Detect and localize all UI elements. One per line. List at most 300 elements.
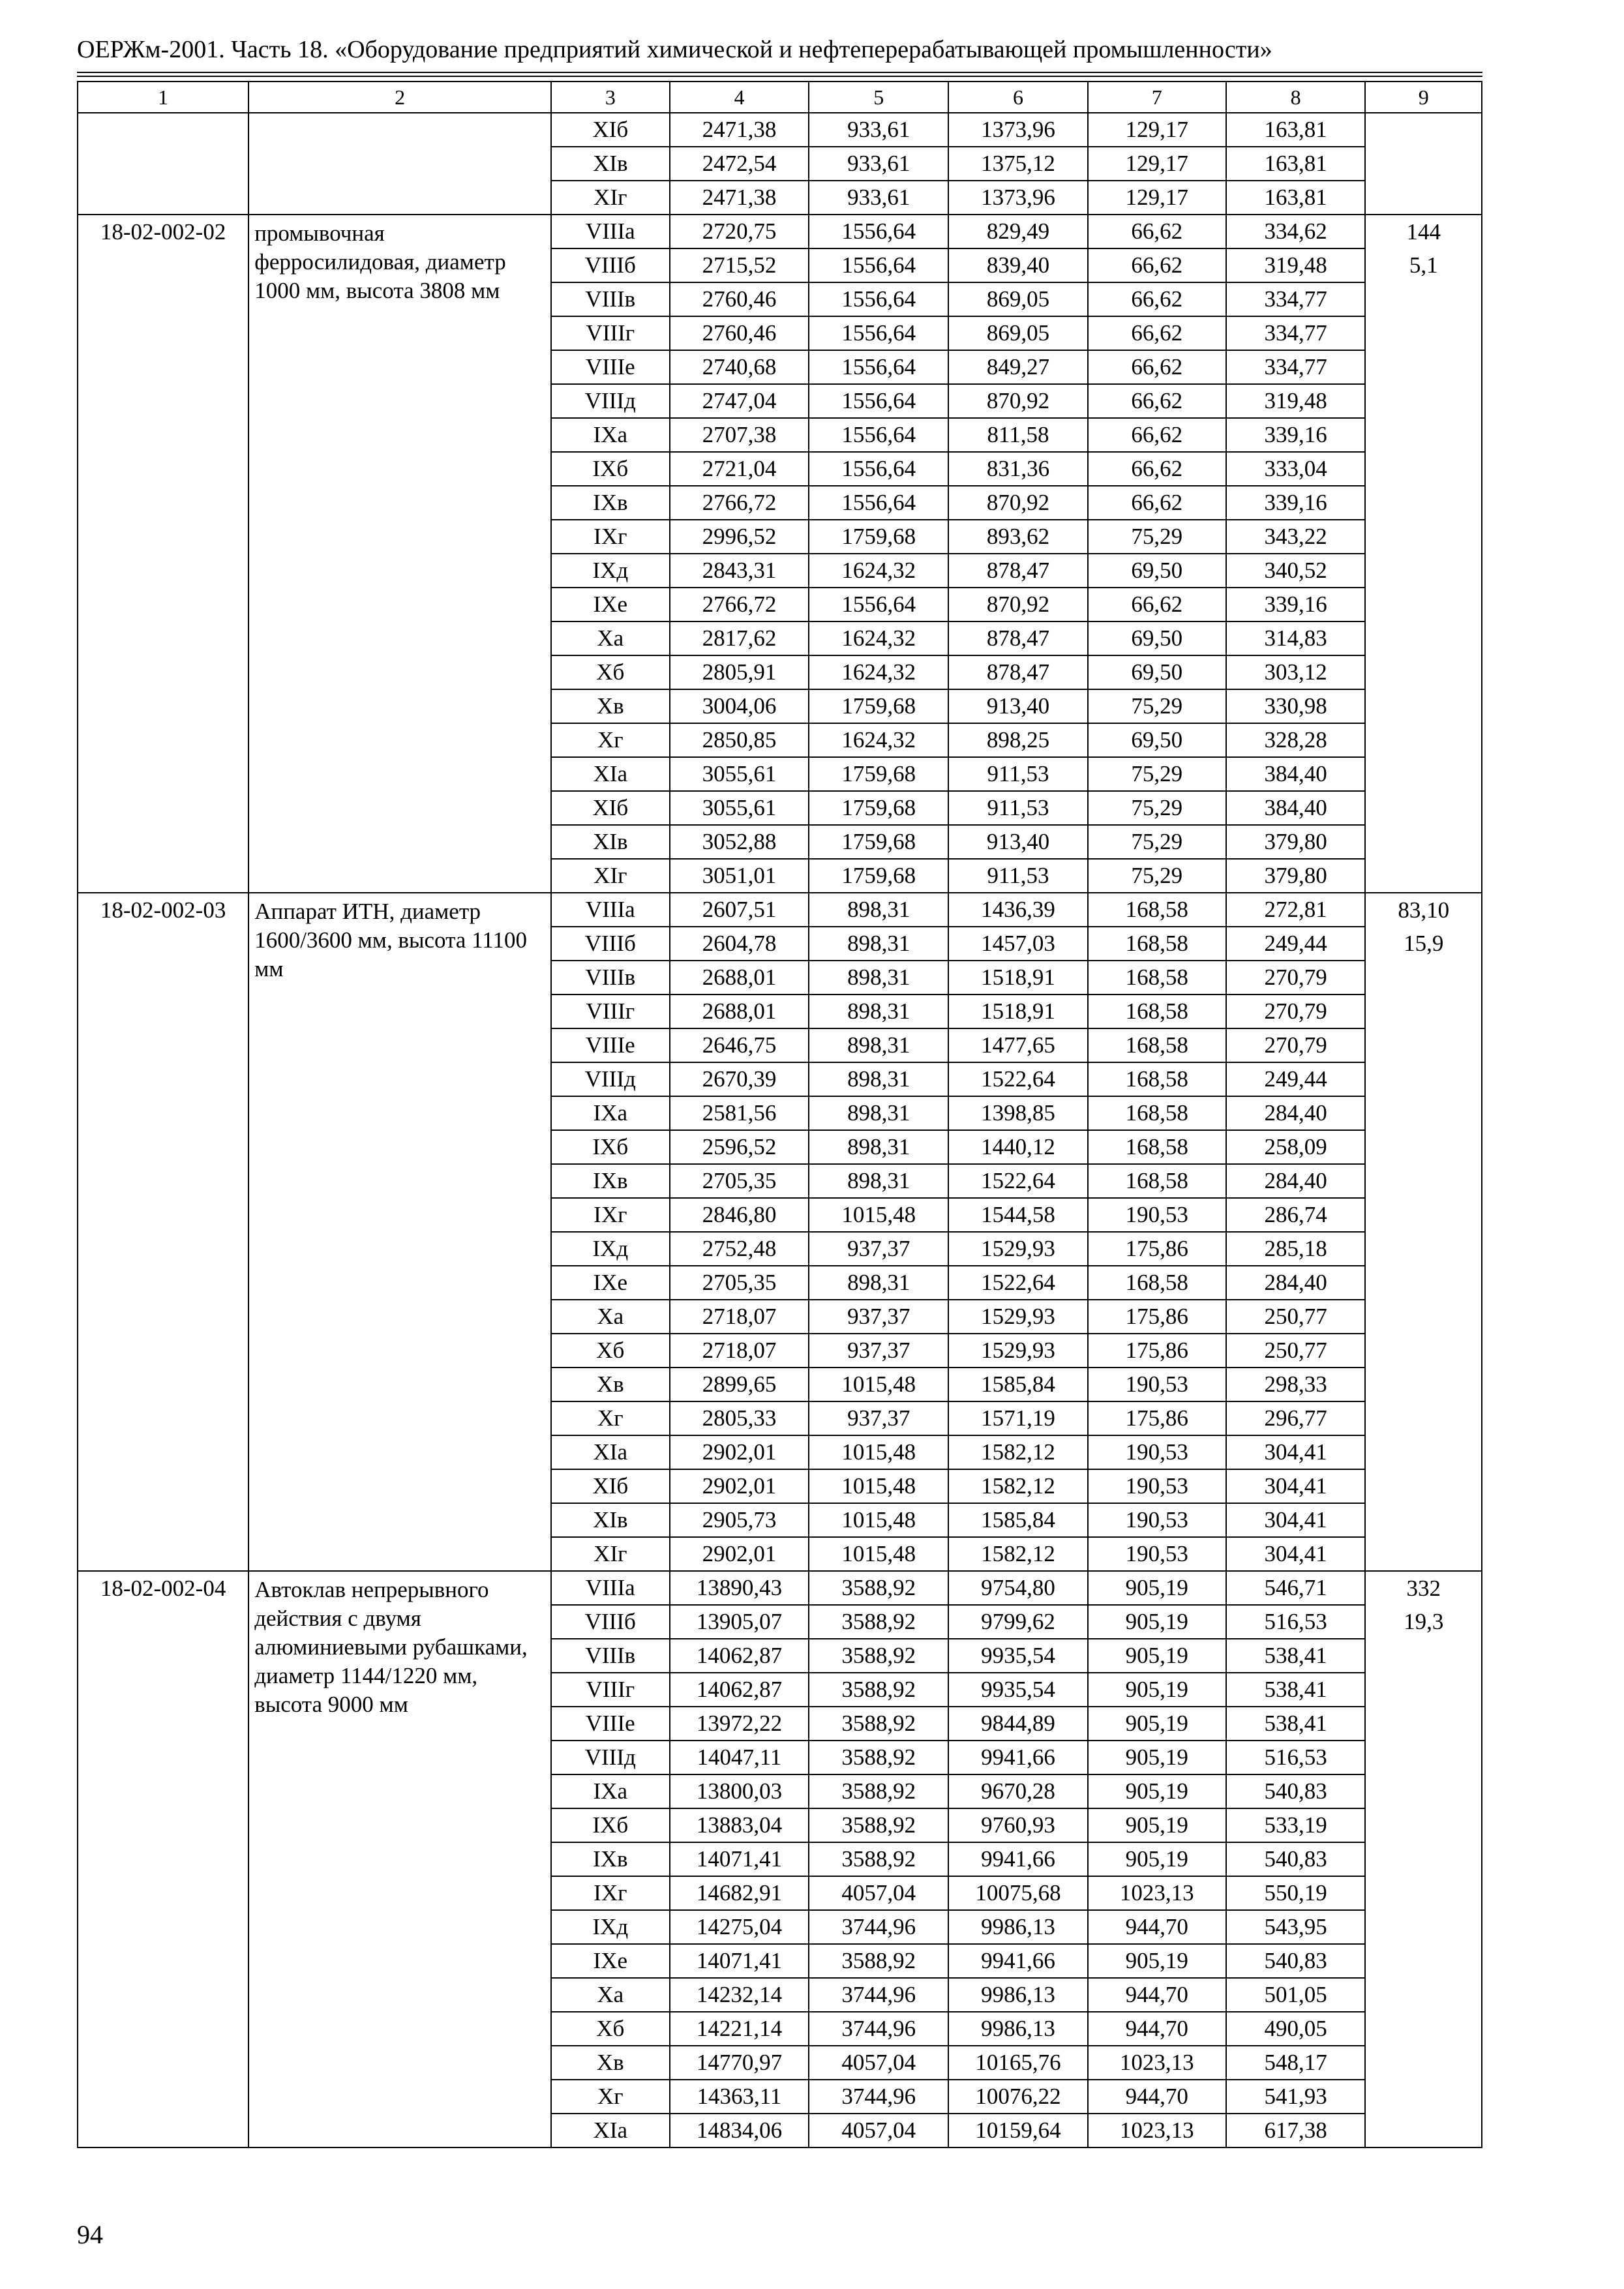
total-cost-cell: 13972,22 (670, 1707, 809, 1741)
materials-cell: 501,05 (1226, 1978, 1366, 2012)
materials-cell: 548,17 (1226, 2046, 1366, 2080)
region-cell: Xв (551, 2046, 670, 2080)
machines-cell: 1582,12 (948, 1435, 1088, 1469)
materials-cell: 258,09 (1226, 1130, 1366, 1164)
column-number: 3 (551, 82, 670, 113)
col9-cell (1365, 147, 1482, 181)
machinist-wages-cell: 190,53 (1088, 1503, 1226, 1537)
machines-cell: 869,05 (948, 282, 1088, 316)
total-cost-cell: 14071,41 (670, 1944, 809, 1978)
wages-cell: 3588,92 (809, 1774, 948, 1808)
machines-cell: 1585,84 (948, 1368, 1088, 1401)
total-cost-cell: 2843,31 (670, 554, 809, 588)
machines-cell: 1585,84 (948, 1503, 1088, 1537)
machines-cell: 9941,66 (948, 1842, 1088, 1876)
col9-cell: 19,3 (1365, 1605, 1482, 1639)
machines-cell: 9670,28 (948, 1774, 1088, 1808)
machinist-wages-cell: 944,70 (1088, 2080, 1226, 2114)
equipment-name-cell (248, 113, 551, 215)
column-number: 2 (248, 82, 551, 113)
page-header: ОЕРЖм-2001. Часть 18. «Оборудование предприятий химической и нефтеперерабатывающей промышленности» (77, 36, 1272, 63)
materials-cell: 328,28 (1226, 723, 1366, 757)
machinist-wages-cell: 190,53 (1088, 1435, 1226, 1469)
total-cost-cell: 2902,01 (670, 1537, 809, 1571)
wages-cell: 1624,32 (809, 554, 948, 588)
materials-cell: 546,71 (1226, 1571, 1366, 1605)
wages-cell: 1556,64 (809, 384, 948, 418)
total-cost-cell: 2607,51 (670, 893, 809, 927)
col9-cell (1365, 1808, 1482, 1842)
materials-cell: 330,98 (1226, 689, 1366, 723)
region-cell: IXв (551, 1842, 670, 1876)
machinist-wages-cell: 168,58 (1088, 1062, 1226, 1096)
col9-cell (1365, 520, 1482, 554)
region-cell: VIIIг (551, 316, 670, 350)
materials-cell: 319,48 (1226, 384, 1366, 418)
machinist-wages-cell: 905,19 (1088, 1774, 1226, 1808)
equipment-name-cell: Автоклав непрерывного действия с двумя алюминиевыми рубашками, диаметр 1144/1220 мм, высота 9000 мм (248, 1571, 551, 2147)
wages-cell: 4057,04 (809, 2114, 948, 2147)
region-cell: IXд (551, 1232, 670, 1266)
region-cell: VIIIв (551, 1639, 670, 1673)
machinist-wages-cell: 66,62 (1088, 452, 1226, 486)
materials-cell: 384,40 (1226, 791, 1366, 825)
materials-cell: 334,77 (1226, 350, 1366, 384)
machinist-wages-cell: 944,70 (1088, 1978, 1226, 2012)
machines-cell: 9986,13 (948, 2012, 1088, 2046)
materials-cell: 319,48 (1226, 248, 1366, 282)
machinist-wages-cell: 175,86 (1088, 1334, 1226, 1368)
wages-cell: 1759,68 (809, 825, 948, 859)
machines-cell: 870,92 (948, 588, 1088, 621)
wages-cell: 898,31 (809, 1266, 948, 1300)
rates-table (77, 81, 1482, 2148)
total-cost-cell: 2850,85 (670, 723, 809, 757)
total-cost-cell: 3055,61 (670, 757, 809, 791)
total-cost-cell: 2899,65 (670, 1368, 809, 1401)
wages-cell: 3744,96 (809, 2012, 948, 2046)
materials-cell: 304,41 (1226, 1537, 1366, 1571)
machines-cell: 9941,66 (948, 1944, 1088, 1978)
region-cell: Xб (551, 1334, 670, 1368)
total-cost-cell: 14363,11 (670, 2080, 809, 2114)
materials-cell: 284,40 (1226, 1266, 1366, 1300)
region-cell: IXд (551, 554, 670, 588)
machines-cell: 811,58 (948, 418, 1088, 452)
wages-cell: 1015,48 (809, 1368, 948, 1401)
materials-cell: 285,18 (1226, 1232, 1366, 1266)
total-cost-cell: 2718,07 (670, 1300, 809, 1334)
machinist-wages-cell: 905,19 (1088, 1808, 1226, 1842)
machinist-wages-cell: 66,62 (1088, 248, 1226, 282)
machines-cell: 913,40 (948, 825, 1088, 859)
wages-cell: 3744,96 (809, 2080, 948, 2114)
machinist-wages-cell: 75,29 (1088, 791, 1226, 825)
machinist-wages-cell: 75,29 (1088, 825, 1226, 859)
region-cell: VIIIе (551, 1028, 670, 1062)
wages-cell: 898,31 (809, 927, 948, 961)
col9-cell (1365, 1368, 1482, 1401)
region-cell: IXе (551, 588, 670, 621)
machines-cell: 10076,22 (948, 2080, 1088, 2114)
machines-cell: 1398,85 (948, 1096, 1088, 1130)
materials-cell: 334,77 (1226, 282, 1366, 316)
materials-cell: 516,53 (1226, 1741, 1366, 1774)
col9-cell (1365, 2012, 1482, 2046)
wages-cell: 1556,64 (809, 452, 948, 486)
machinist-wages-cell: 66,62 (1088, 418, 1226, 452)
machines-cell: 1375,12 (948, 147, 1088, 181)
col9-cell (1365, 2114, 1482, 2147)
col9-cell (1365, 825, 1482, 859)
region-cell: VIIIв (551, 961, 670, 995)
total-cost-cell: 14770,97 (670, 2046, 809, 2080)
machinist-wages-cell: 168,58 (1088, 927, 1226, 961)
machinist-wages-cell: 905,19 (1088, 1741, 1226, 1774)
machines-cell: 10159,64 (948, 2114, 1088, 2147)
wages-cell: 898,31 (809, 1096, 948, 1130)
region-cell: VIIIа (551, 1571, 670, 1605)
machinist-wages-cell: 905,19 (1088, 1944, 1226, 1978)
wages-cell: 3744,96 (809, 1978, 948, 2012)
machines-cell: 10075,68 (948, 1876, 1088, 1910)
wages-cell: 937,37 (809, 1334, 948, 1368)
col9-cell (1365, 2046, 1482, 2080)
col9-cell (1365, 418, 1482, 452)
machinist-wages-cell: 175,86 (1088, 1232, 1226, 1266)
page-number: 94 (77, 2220, 103, 2249)
machines-cell: 1571,19 (948, 1401, 1088, 1435)
region-cell: VIIIг (551, 1673, 670, 1707)
col9-cell (1365, 723, 1482, 757)
total-cost-cell: 2705,35 (670, 1164, 809, 1198)
total-cost-cell: 2846,80 (670, 1198, 809, 1232)
region-cell: IXа (551, 1096, 670, 1130)
total-cost-cell: 13800,03 (670, 1774, 809, 1808)
region-cell: XIв (551, 1503, 670, 1537)
wages-cell: 1556,64 (809, 350, 948, 384)
wages-cell: 1015,48 (809, 1469, 948, 1503)
total-cost-cell: 2747,04 (670, 384, 809, 418)
wages-cell: 1015,48 (809, 1435, 948, 1469)
machines-cell: 1529,93 (948, 1334, 1088, 1368)
machines-cell: 1544,58 (948, 1198, 1088, 1232)
machinist-wages-cell: 168,58 (1088, 1028, 1226, 1062)
column-number: 1 (78, 82, 248, 113)
machines-cell: 893,62 (948, 520, 1088, 554)
materials-cell: 379,80 (1226, 859, 1366, 893)
region-cell: IXв (551, 486, 670, 520)
materials-cell: 543,95 (1226, 1910, 1366, 1944)
materials-cell: 304,41 (1226, 1503, 1366, 1537)
materials-cell: 296,77 (1226, 1401, 1366, 1435)
wages-cell: 3588,92 (809, 1808, 948, 1842)
machines-cell: 9986,13 (948, 1978, 1088, 2012)
machines-cell: 898,25 (948, 723, 1088, 757)
materials-cell: 384,40 (1226, 757, 1366, 791)
total-cost-cell: 14062,87 (670, 1639, 809, 1673)
materials-cell: 617,38 (1226, 2114, 1366, 2147)
wages-cell: 1556,64 (809, 316, 948, 350)
total-cost-cell: 2646,75 (670, 1028, 809, 1062)
col9-cell (1365, 757, 1482, 791)
machines-cell: 1477,65 (948, 1028, 1088, 1062)
machinist-wages-cell: 75,29 (1088, 757, 1226, 791)
machinist-wages-cell: 168,58 (1088, 893, 1226, 927)
materials-cell: 490,05 (1226, 2012, 1366, 2046)
col9-cell (1365, 316, 1482, 350)
wages-cell: 3744,96 (809, 1910, 948, 1944)
total-cost-cell: 2670,39 (670, 1062, 809, 1096)
wages-cell: 1556,64 (809, 588, 948, 621)
wages-cell: 937,37 (809, 1300, 948, 1334)
machines-cell: 10165,76 (948, 2046, 1088, 2080)
total-cost-cell: 2766,72 (670, 588, 809, 621)
col9-cell (1365, 1266, 1482, 1300)
col9-cell (1365, 1707, 1482, 1741)
machines-cell: 1522,64 (948, 1062, 1088, 1096)
total-cost-cell: 2902,01 (670, 1469, 809, 1503)
machinist-wages-cell: 69,50 (1088, 655, 1226, 689)
region-cell: Xб (551, 655, 670, 689)
total-cost-cell: 13905,07 (670, 1605, 809, 1639)
col9-cell (1365, 1978, 1482, 2012)
wages-cell: 3588,92 (809, 1944, 948, 1978)
region-cell: XIг (551, 859, 670, 893)
machines-cell: 1436,39 (948, 893, 1088, 927)
machinist-wages-cell: 905,19 (1088, 1707, 1226, 1741)
machines-cell: 9760,93 (948, 1808, 1088, 1842)
region-cell: IXг (551, 520, 670, 554)
col9-cell (1365, 350, 1482, 384)
column-number: 4 (670, 82, 809, 113)
wages-cell: 933,61 (809, 147, 948, 181)
materials-cell: 538,41 (1226, 1707, 1366, 1741)
col9-cell (1365, 181, 1482, 215)
machinist-wages-cell: 175,86 (1088, 1401, 1226, 1435)
total-cost-cell: 2902,01 (670, 1435, 809, 1469)
table-row (78, 1571, 1482, 1605)
col9-cell: 5,1 (1365, 248, 1482, 282)
machinist-wages-cell: 168,58 (1088, 1096, 1226, 1130)
col9-cell: 15,9 (1365, 927, 1482, 961)
machines-cell: 1529,93 (948, 1300, 1088, 1334)
machinist-wages-cell: 190,53 (1088, 1537, 1226, 1571)
total-cost-cell: 2715,52 (670, 248, 809, 282)
wages-cell: 1759,68 (809, 791, 948, 825)
machinist-wages-cell: 66,62 (1088, 588, 1226, 621)
machinist-wages-cell: 129,17 (1088, 113, 1226, 147)
machinist-wages-cell: 168,58 (1088, 995, 1226, 1028)
machines-cell: 911,53 (948, 757, 1088, 791)
col9-cell: 83,10 (1365, 893, 1482, 927)
col9-cell (1365, 1673, 1482, 1707)
col9-cell: 332 (1365, 1571, 1482, 1605)
col9-cell (1365, 1401, 1482, 1435)
machines-cell: 9844,89 (948, 1707, 1088, 1741)
total-cost-cell: 13883,04 (670, 1808, 809, 1842)
region-cell: VIIIе (551, 350, 670, 384)
machines-cell: 849,27 (948, 350, 1088, 384)
total-cost-cell: 2721,04 (670, 452, 809, 486)
total-cost-cell: 2718,07 (670, 1334, 809, 1368)
wages-cell: 937,37 (809, 1232, 948, 1266)
materials-cell: 538,41 (1226, 1639, 1366, 1673)
col9-cell (1365, 486, 1482, 520)
col9-cell (1365, 1062, 1482, 1096)
wages-cell: 3588,92 (809, 1741, 948, 1774)
region-cell: Xв (551, 1368, 670, 1401)
wages-cell: 1015,48 (809, 1503, 948, 1537)
total-cost-cell: 2471,38 (670, 181, 809, 215)
total-cost-cell: 3052,88 (670, 825, 809, 859)
machinist-wages-cell: 944,70 (1088, 2012, 1226, 2046)
materials-cell: 533,19 (1226, 1808, 1366, 1842)
materials-cell: 250,77 (1226, 1334, 1366, 1368)
region-cell: IXе (551, 1944, 670, 1978)
table-row (78, 893, 1482, 927)
col9-cell (1365, 1639, 1482, 1673)
wages-cell: 1015,48 (809, 1198, 948, 1232)
wages-cell: 1556,64 (809, 215, 948, 248)
total-cost-cell: 2688,01 (670, 961, 809, 995)
table-row (78, 113, 1482, 147)
materials-cell: 314,83 (1226, 621, 1366, 655)
machines-cell: 1373,96 (948, 181, 1088, 215)
total-cost-cell: 2766,72 (670, 486, 809, 520)
materials-cell: 550,19 (1226, 1876, 1366, 1910)
total-cost-cell: 3051,01 (670, 859, 809, 893)
wages-cell: 1624,32 (809, 621, 948, 655)
col9-cell (1365, 1876, 1482, 1910)
materials-cell: 339,16 (1226, 588, 1366, 621)
col9-cell (1365, 1503, 1482, 1537)
machines-cell: 9986,13 (948, 1910, 1088, 1944)
wages-cell: 1624,32 (809, 655, 948, 689)
wages-cell: 1759,68 (809, 859, 948, 893)
wages-cell: 898,31 (809, 1130, 948, 1164)
rate-code-cell (78, 113, 248, 215)
machinist-wages-cell: 1023,13 (1088, 2114, 1226, 2147)
machinist-wages-cell: 190,53 (1088, 1469, 1226, 1503)
total-cost-cell: 2471,38 (670, 113, 809, 147)
col9-cell (1365, 1537, 1482, 1571)
total-cost-cell: 3055,61 (670, 791, 809, 825)
total-cost-cell: 2905,73 (670, 1503, 809, 1537)
rate-code-cell: 18-02-002-04 (78, 1571, 248, 2147)
materials-cell: 270,79 (1226, 1028, 1366, 1062)
region-cell: Xв (551, 689, 670, 723)
total-cost-cell: 14047,11 (670, 1741, 809, 1774)
col9-cell (1365, 791, 1482, 825)
region-cell: XIг (551, 1537, 670, 1571)
region-cell: XIб (551, 791, 670, 825)
region-cell: IXг (551, 1198, 670, 1232)
total-cost-cell: 2760,46 (670, 316, 809, 350)
wages-cell: 4057,04 (809, 2046, 948, 2080)
machines-cell: 9754,80 (948, 1571, 1088, 1605)
machinist-wages-cell: 190,53 (1088, 1198, 1226, 1232)
materials-cell: 249,44 (1226, 927, 1366, 961)
region-cell: XIа (551, 757, 670, 791)
machinist-wages-cell: 69,50 (1088, 554, 1226, 588)
region-cell: IXд (551, 1910, 670, 1944)
region-cell: VIIIа (551, 215, 670, 248)
materials-cell: 379,80 (1226, 825, 1366, 859)
col9-cell (1365, 655, 1482, 689)
rate-code-cell: 18-02-002-03 (78, 893, 248, 1571)
materials-cell: 270,79 (1226, 961, 1366, 995)
machines-cell: 1522,64 (948, 1266, 1088, 1300)
materials-cell: 298,33 (1226, 1368, 1366, 1401)
region-cell: Xг (551, 723, 670, 757)
total-cost-cell: 14221,14 (670, 2012, 809, 2046)
col9-cell (1365, 1910, 1482, 1944)
machinist-wages-cell: 75,29 (1088, 520, 1226, 554)
column-number: 5 (809, 82, 948, 113)
total-cost-cell: 2720,75 (670, 215, 809, 248)
region-cell: XIг (551, 181, 670, 215)
machinist-wages-cell: 1023,13 (1088, 1876, 1226, 1910)
materials-cell: 303,12 (1226, 655, 1366, 689)
machines-cell: 911,53 (948, 791, 1088, 825)
total-cost-cell: 2581,56 (670, 1096, 809, 1130)
wages-cell: 898,31 (809, 961, 948, 995)
wages-cell: 1556,64 (809, 418, 948, 452)
region-cell: VIIIв (551, 282, 670, 316)
machines-cell: 1582,12 (948, 1537, 1088, 1571)
col9-cell (1365, 1028, 1482, 1062)
total-cost-cell: 14275,04 (670, 1910, 809, 1944)
col9-cell (1365, 995, 1482, 1028)
region-cell: XIа (551, 2114, 670, 2147)
wages-cell: 3588,92 (809, 1605, 948, 1639)
materials-cell: 304,41 (1226, 1435, 1366, 1469)
machinist-wages-cell: 66,62 (1088, 350, 1226, 384)
col9-cell (1365, 1774, 1482, 1808)
region-cell: VIIIе (551, 1707, 670, 1741)
wages-cell: 898,31 (809, 1062, 948, 1096)
machines-cell: 1529,93 (948, 1232, 1088, 1266)
machinist-wages-cell: 66,62 (1088, 282, 1226, 316)
materials-cell: 286,74 (1226, 1198, 1366, 1232)
materials-cell: 163,81 (1226, 181, 1366, 215)
equipment-name-cell: промывочная ферросилидовая, диаметр 1000 мм, высота 3808 мм (248, 215, 551, 893)
machines-cell: 1518,91 (948, 995, 1088, 1028)
materials-cell: 249,44 (1226, 1062, 1366, 1096)
wages-cell: 4057,04 (809, 1876, 948, 1910)
total-cost-cell: 3004,06 (670, 689, 809, 723)
materials-cell: 516,53 (1226, 1605, 1366, 1639)
region-cell: IXб (551, 1808, 670, 1842)
col9-cell (1365, 1096, 1482, 1130)
col9-cell (1365, 1741, 1482, 1774)
region-cell: VIIIб (551, 1605, 670, 1639)
total-cost-cell: 2760,46 (670, 282, 809, 316)
rate-code-cell: 18-02-002-02 (78, 215, 248, 893)
region-cell: IXб (551, 1130, 670, 1164)
region-cell: XIа (551, 1435, 670, 1469)
materials-cell: 541,93 (1226, 2080, 1366, 2114)
wages-cell: 1624,32 (809, 723, 948, 757)
machines-cell: 1518,91 (948, 961, 1088, 995)
region-cell: VIIIа (551, 893, 670, 927)
region-cell: XIб (551, 113, 670, 147)
materials-cell: 343,22 (1226, 520, 1366, 554)
materials-cell: 304,41 (1226, 1469, 1366, 1503)
materials-cell: 163,81 (1226, 147, 1366, 181)
wages-cell: 3588,92 (809, 1639, 948, 1673)
